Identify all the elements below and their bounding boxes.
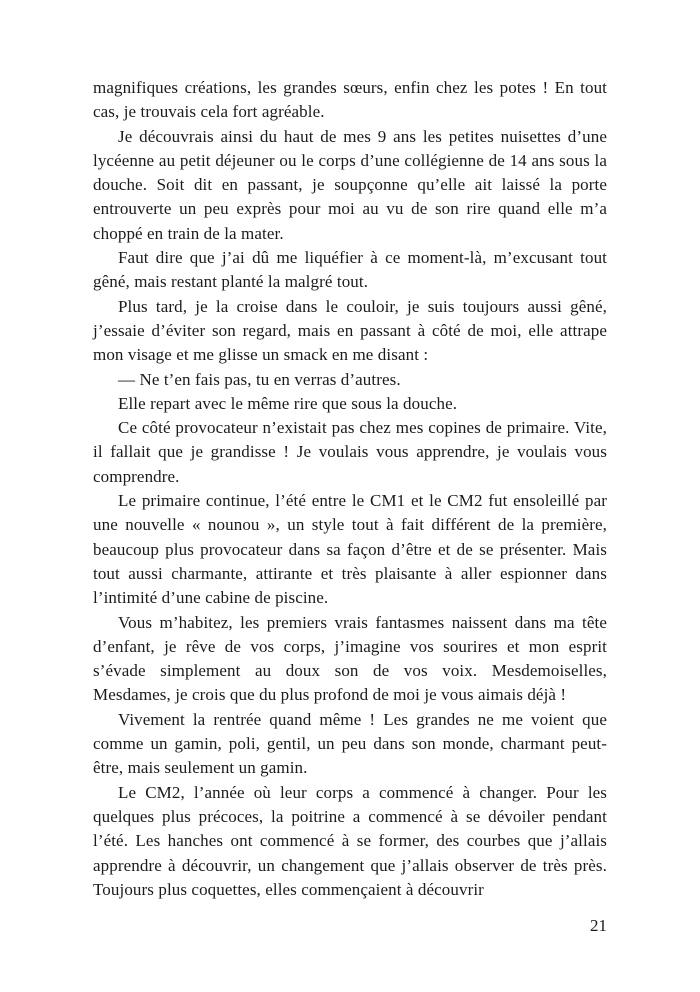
paragraph: Le primaire continue, l’été entre le CM1 et le CM2 fut ensoleillé par une nouvelle « nounou », un style tout à fait différent de la première, beaucoup plus provocateur dans sa façon d’être et de se présenter. Mais tout aussi charmante, attirante et très plaisante à aller espionner dans l’intimité d’une cabine de piscine. — [93, 491, 607, 608]
paragraph: Plus tard, je la croise dans le couloir, je suis toujours aussi gêné, j’essaie d’éviter son regard, mais en passant à côté de moi, elle attrape mon visage et me glisse un smack en me disant : — [93, 296, 607, 365]
paragraph: Vivement la rentrée quand même ! Les grandes ne me voient que comme un gamin, poli, gentil, un peu dans son monde, charmant peut-être, mais seulement un gamin. — [93, 709, 607, 778]
page-text — [93, 76, 607, 902]
paragraph-dialogue: — Ne t’en fais pas, tu en verras d’autres. — [118, 369, 401, 389]
paragraph: Le CM2, l’année où leur corps a commencé à changer. Pour les quelques plus précoces, la poitrine a commencé à se dévoiler pendant l’été. Les hanches ont commencé à se former, des courbes que j’allais apprendre à découvrir, un changement que j’allais observer de très près. Toujours plus coquettes, elles commençaient à découvrir — [93, 782, 607, 899]
paragraph: Je découvrais ainsi du haut de mes 9 ans les petites nuisettes d’une lycéenne au petit déjeuner ou le corps d’une collégienne de 14 ans sous la douche. Soit dit en passant, je soupçonne qu’elle ait laissé la porte entrouverte un peu exprès pour moi au vu de son rire quand elle m’a choppé en train de la mater. — [93, 126, 607, 243]
page-number: 21 — [590, 916, 607, 935]
paragraph: magnifiques créations, les grandes sœurs, enfin chez les potes ! En tout cas, je trouvais cela fort agréable. — [93, 78, 607, 122]
paragraph: Elle repart avec le même rire que sous la douche. — [118, 393, 458, 413]
paragraph: Vous m’habitez, les premiers vrais fantasmes naissent dans ma tête d’enfant, je rêve de vos corps, j’imagine vos sourires et mon esprit s’évade simplement au doux son de vos voix. Mesdemoiselles, Mesdames, je crois que du plus profond de moi je vous aimais déjà ! — [93, 612, 607, 705]
paragraph: Ce côté provocateur n’existait pas chez mes copines de primaire. Vite, il fallait que je grandisse ! Je voulais vous apprendre, je voulais vous comprendre. — [93, 418, 607, 486]
paragraph: Faut dire que j’ai dû me liquéfier à ce moment-là, m’excusant tout gêné, mais restant planté la malgré tout. — [93, 248, 607, 292]
